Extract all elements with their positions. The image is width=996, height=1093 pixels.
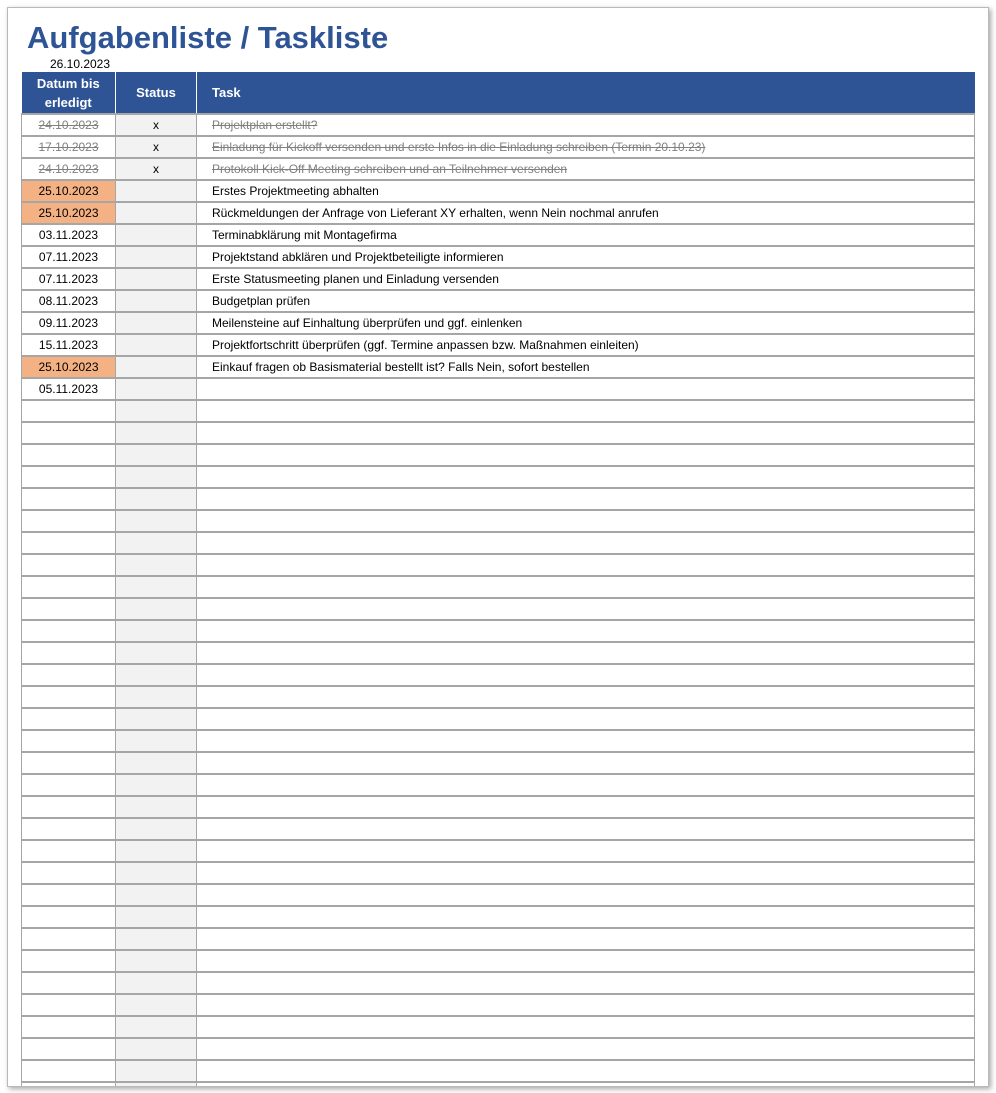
status-cell[interactable]: x <box>116 158 197 180</box>
status-cell[interactable] <box>116 730 197 752</box>
status-cell[interactable] <box>116 554 197 576</box>
date-cell[interactable] <box>22 422 116 444</box>
table-row <box>22 620 975 642</box>
status-cell[interactable] <box>116 1060 197 1082</box>
task-cell[interactable] <box>197 1082 975 1087</box>
date-cell[interactable] <box>22 488 116 510</box>
task-cell[interactable]: Einkauf fragen ob Basismaterial bestellt ist? Falls Nein, sofort bestellen <box>197 356 975 378</box>
status-cell[interactable] <box>116 180 197 202</box>
date-cell[interactable] <box>22 840 116 862</box>
table-row <box>22 1038 975 1060</box>
task-cell[interactable]: Projektplan erstellt? <box>197 114 975 136</box>
table-row <box>22 466 975 488</box>
status-cell[interactable] <box>116 1082 197 1087</box>
status-cell[interactable] <box>116 862 197 884</box>
task-cell[interactable] <box>197 664 975 686</box>
column-header-date[interactable] <box>22 72 116 114</box>
status-cell[interactable] <box>116 1038 197 1060</box>
task-cell[interactable]: Meilensteine auf Einhaltung überprüfen und ggf. einlenken <box>197 312 975 334</box>
date-cell[interactable]: 09.11.2023 <box>22 312 116 334</box>
table-row <box>22 290 975 312</box>
status-cell[interactable] <box>116 488 197 510</box>
status-cell[interactable] <box>116 642 197 664</box>
date-cell[interactable]: 15.11.2023 <box>22 334 116 356</box>
status-cell[interactable] <box>116 664 197 686</box>
task-cell[interactable] <box>197 642 975 664</box>
task-cell[interactable] <box>197 554 975 576</box>
status-cell[interactable] <box>116 708 197 730</box>
task-cell[interactable] <box>197 906 975 928</box>
date-cell[interactable] <box>22 1082 116 1087</box>
status-cell[interactable] <box>116 1016 197 1038</box>
status-cell[interactable] <box>116 774 197 796</box>
status-cell[interactable] <box>116 312 197 334</box>
table-row <box>22 1016 975 1038</box>
table-row <box>22 554 975 576</box>
task-table <box>21 72 975 1087</box>
table-row <box>22 532 975 554</box>
date-cell[interactable]: 03.11.2023 <box>22 224 116 246</box>
task-cell[interactable] <box>197 884 975 906</box>
status-cell[interactable] <box>116 268 197 290</box>
table-row <box>22 202 975 224</box>
table-row <box>22 598 975 620</box>
date-cell[interactable] <box>22 598 116 620</box>
date-cell[interactable] <box>22 752 116 774</box>
status-cell[interactable] <box>116 532 197 554</box>
table-row <box>22 400 975 422</box>
task-cell[interactable]: Budgetplan prüfen <box>197 290 975 312</box>
table-row <box>22 818 975 840</box>
task-cell[interactable] <box>197 840 975 862</box>
table-row <box>22 862 975 884</box>
table-row <box>22 422 975 444</box>
status-cell[interactable] <box>116 510 197 532</box>
date-cell[interactable] <box>22 972 116 994</box>
status-cell[interactable] <box>116 598 197 620</box>
task-cell[interactable] <box>197 488 975 510</box>
current-date[interactable]: 26.10.2023 <box>49 57 111 71</box>
status-cell[interactable] <box>116 928 197 950</box>
task-cell[interactable] <box>197 994 975 1016</box>
task-table-body <box>22 114 975 1087</box>
table-row <box>22 378 975 400</box>
task-cell[interactable]: Terminabklärung mit Montagefirma <box>197 224 975 246</box>
date-cell[interactable] <box>22 620 116 642</box>
date-cell[interactable]: 05.11.2023 <box>22 378 116 400</box>
status-cell[interactable] <box>116 334 197 356</box>
status-cell[interactable] <box>116 840 197 862</box>
status-cell[interactable] <box>116 290 197 312</box>
status-cell[interactable] <box>116 356 197 378</box>
worksheet <box>7 7 989 1087</box>
task-cell[interactable] <box>197 532 975 554</box>
table-row <box>22 708 975 730</box>
table-row <box>22 334 975 356</box>
date-cell[interactable] <box>22 774 116 796</box>
task-cell[interactable] <box>197 466 975 488</box>
table-row <box>22 840 975 862</box>
status-cell[interactable] <box>116 246 197 268</box>
status-cell[interactable] <box>116 422 197 444</box>
date-cell[interactable] <box>22 576 116 598</box>
date-cell[interactable] <box>22 444 116 466</box>
table-row <box>22 752 975 774</box>
table-row <box>22 1082 975 1087</box>
column-header-status[interactable]: Status <box>116 72 197 114</box>
date-cell[interactable] <box>22 532 116 554</box>
table-row <box>22 268 975 290</box>
task-cell[interactable] <box>197 378 975 400</box>
table-row <box>22 950 975 972</box>
task-cell[interactable]: Rückmeldungen der Anfrage von Lieferant XY erhalten, wenn Nein nochmal anrufen <box>197 202 975 224</box>
date-cell[interactable] <box>22 796 116 818</box>
task-cell[interactable] <box>197 400 975 422</box>
table-row <box>22 972 975 994</box>
date-cell[interactable]: 25.10.2023 <box>22 356 116 378</box>
table-header-row <box>22 72 975 114</box>
status-cell[interactable] <box>116 202 197 224</box>
column-header-task[interactable]: Task <box>197 72 975 114</box>
task-cell[interactable] <box>197 818 975 840</box>
date-cell[interactable]: 25.10.2023 <box>22 180 116 202</box>
status-cell[interactable] <box>116 378 197 400</box>
table-row <box>22 730 975 752</box>
table-row <box>22 906 975 928</box>
date-cell[interactable] <box>22 708 116 730</box>
task-cell[interactable] <box>197 928 975 950</box>
status-cell[interactable] <box>116 972 197 994</box>
task-cell[interactable] <box>197 1016 975 1038</box>
date-cell[interactable] <box>22 950 116 972</box>
date-cell[interactable] <box>22 928 116 950</box>
table-row <box>22 884 975 906</box>
table-row <box>22 488 975 510</box>
table-row <box>22 774 975 796</box>
date-cell[interactable] <box>22 400 116 422</box>
status-cell[interactable] <box>116 906 197 928</box>
table-row <box>22 114 975 136</box>
date-cell[interactable]: 07.11.2023 <box>22 268 116 290</box>
task-cell[interactable] <box>197 972 975 994</box>
status-cell[interactable] <box>116 884 197 906</box>
date-cell[interactable] <box>22 862 116 884</box>
status-cell[interactable] <box>116 686 197 708</box>
status-cell[interactable]: x <box>116 136 197 158</box>
task-cell[interactable]: Erstes Projektmeeting abhalten <box>197 180 975 202</box>
table-row <box>22 158 975 180</box>
status-cell[interactable] <box>116 576 197 598</box>
task-cell[interactable] <box>197 796 975 818</box>
task-cell[interactable]: Erste Statusmeeting planen und Einladung versenden <box>197 268 975 290</box>
status-cell[interactable]: x <box>116 114 197 136</box>
date-cell[interactable]: 24.10.2023 <box>22 114 116 136</box>
table-row <box>22 510 975 532</box>
task-cell[interactable]: Protokoll Kick-Off Meeting schreiben und an Teilnehmer versenden <box>197 158 975 180</box>
status-cell[interactable] <box>116 796 197 818</box>
date-cell[interactable] <box>22 994 116 1016</box>
status-cell[interactable] <box>116 950 197 972</box>
date-cell[interactable]: 17.10.2023 <box>22 136 116 158</box>
date-cell[interactable]: 08.11.2023 <box>22 290 116 312</box>
status-cell[interactable] <box>116 224 197 246</box>
status-cell[interactable] <box>116 444 197 466</box>
date-cell[interactable] <box>22 1016 116 1038</box>
status-cell[interactable] <box>116 400 197 422</box>
table-row <box>22 224 975 246</box>
table-row <box>22 664 975 686</box>
date-cell[interactable] <box>22 466 116 488</box>
status-cell[interactable] <box>116 752 197 774</box>
task-cell[interactable]: Projektstand abklären und Projektbeteiligte informieren <box>197 246 975 268</box>
date-cell[interactable] <box>22 818 116 840</box>
table-row <box>22 994 975 1016</box>
task-cell[interactable] <box>197 752 975 774</box>
date-cell[interactable] <box>22 642 116 664</box>
status-cell[interactable] <box>116 994 197 1016</box>
column-header-date-label: Datum bis erledigt <box>36 75 100 110</box>
task-cell[interactable] <box>197 1060 975 1082</box>
date-cell[interactable]: 24.10.2023 <box>22 158 116 180</box>
table-row <box>22 686 975 708</box>
date-cell[interactable] <box>22 686 116 708</box>
table-row <box>22 1060 975 1082</box>
task-cell[interactable] <box>197 730 975 752</box>
date-cell[interactable]: 07.11.2023 <box>22 246 116 268</box>
status-cell[interactable] <box>116 818 197 840</box>
table-row <box>22 928 975 950</box>
table-row <box>22 312 975 334</box>
task-cell[interactable] <box>197 598 975 620</box>
date-cell[interactable] <box>22 664 116 686</box>
task-cell[interactable] <box>197 444 975 466</box>
task-cell[interactable]: Einladung für Kickoff versenden und erste Infos in die Einladung schreiben (Termin 20.10.23) <box>197 136 975 158</box>
task-cell[interactable] <box>197 1038 975 1060</box>
date-cell[interactable] <box>22 906 116 928</box>
status-cell[interactable] <box>116 466 197 488</box>
task-cell[interactable]: Projektfortschritt überprüfen (ggf. Termine anpassen bzw. Maßnahmen einleiten) <box>197 334 975 356</box>
date-cell[interactable]: 25.10.2023 <box>22 202 116 224</box>
task-cell[interactable] <box>197 686 975 708</box>
task-cell[interactable] <box>197 708 975 730</box>
table-row <box>22 444 975 466</box>
task-cell[interactable] <box>197 774 975 796</box>
task-cell[interactable] <box>197 576 975 598</box>
table-row <box>22 796 975 818</box>
date-cell[interactable] <box>22 1038 116 1060</box>
table-row <box>22 356 975 378</box>
date-cell[interactable] <box>22 884 116 906</box>
date-cell[interactable] <box>22 1060 116 1082</box>
date-cell[interactable] <box>22 510 116 532</box>
task-cell[interactable] <box>197 950 975 972</box>
task-cell[interactable] <box>197 620 975 642</box>
status-cell[interactable] <box>116 620 197 642</box>
table-row <box>22 576 975 598</box>
task-cell[interactable] <box>197 862 975 884</box>
task-cell[interactable] <box>197 510 975 532</box>
date-cell[interactable] <box>22 554 116 576</box>
task-cell[interactable] <box>197 422 975 444</box>
page-title: Aufgabenliste / Taskliste <box>27 20 389 55</box>
table-row <box>22 136 975 158</box>
table-row <box>22 246 975 268</box>
date-cell[interactable] <box>22 730 116 752</box>
table-row <box>22 180 975 202</box>
table-row <box>22 642 975 664</box>
